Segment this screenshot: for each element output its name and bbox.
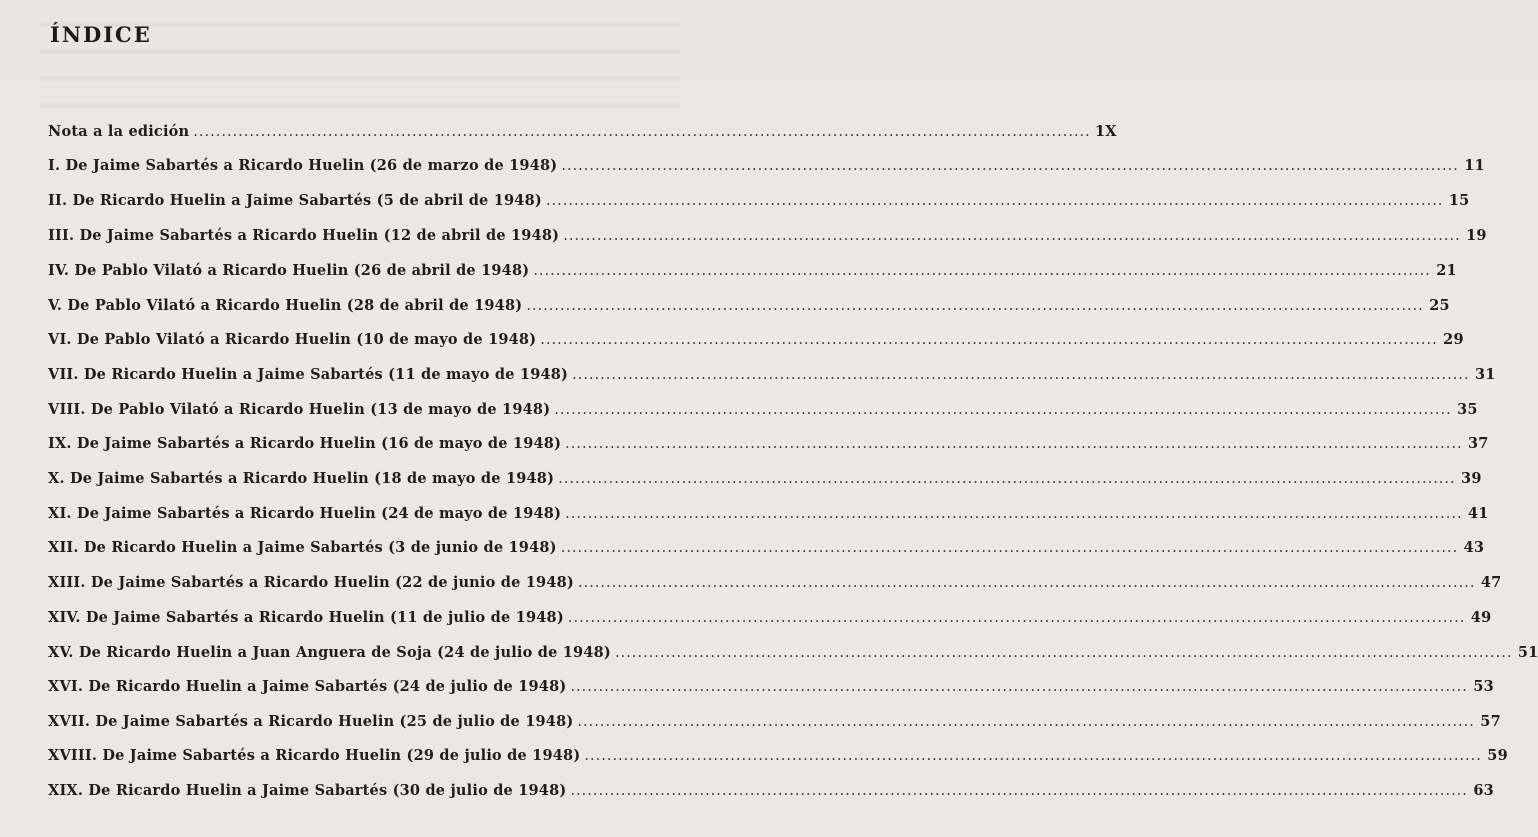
toc-entry <box>48 609 1492 633</box>
dot-leader <box>526 298 1423 314</box>
toc-entry-title: VIII. De Pablo Vilató a Ricardo Huelin (13 de mayo de 1948) <box>48 401 551 418</box>
dot-leader <box>570 679 1467 695</box>
toc-entry-page: 49 <box>1470 609 1492 626</box>
toc-entry-title: I. De Jaime Sabartés a Ricardo Huelin (26 de marzo de 1948) <box>48 157 558 174</box>
toc-entry-title: Nota a la edición <box>48 123 190 140</box>
dot-leader <box>558 471 1455 487</box>
toc-entry <box>48 747 1508 771</box>
toc-entry-title: XVI. De Ricardo Huelin a Jaime Sabartés (24 de julio de 1948) <box>48 678 567 695</box>
dot-leader <box>533 263 1430 279</box>
toc-entry-title: XIV. De Jaime Sabartés a Ricardo Huelin (11 de julio de 1948) <box>48 609 564 626</box>
page-title: ÍNDICE <box>50 22 152 47</box>
toc-entry-title: XIII. De Jaime Sabartés a Ricardo Huelin (22 de junio de 1948) <box>48 574 574 591</box>
toc-entry-title: IX. De Jaime Sabartés a Ricardo Huelin (16 de mayo de 1948) <box>48 435 562 452</box>
toc-entry-title: IV. De Pablo Vilató a Ricardo Huelin (26 de abril de 1948) <box>48 262 530 279</box>
dot-leader <box>572 367 1469 383</box>
toc-entry-page: 63 <box>1473 782 1494 799</box>
toc-entry-page: 19 <box>1466 227 1487 244</box>
toc-entry <box>48 678 1494 702</box>
toc-entry <box>48 297 1450 321</box>
toc-entry <box>48 505 1489 529</box>
toc-entry-page: 15 <box>1448 192 1470 209</box>
toc-entry-page: 59 <box>1487 747 1508 764</box>
toc-entry-page: 21 <box>1436 262 1457 279</box>
toc-entry <box>48 366 1496 390</box>
toc-entry <box>48 227 1487 251</box>
toc-entry-title: X. De Jaime Sabartés a Ricardo Huelin (18 de mayo de 1948) <box>48 470 555 487</box>
toc-entry <box>48 262 1457 286</box>
dot-leader <box>565 436 1462 452</box>
toc-entry-title: XII. De Ricardo Huelin a Jaime Sabartés (3 de junio de 1948) <box>48 539 557 556</box>
toc-entry-title: XI. De Jaime Sabartés a Ricardo Huelin (24 de mayo de 1948) <box>48 505 562 522</box>
dot-leader <box>193 124 1090 140</box>
toc-entry <box>48 574 1502 598</box>
toc-entry <box>48 192 1470 216</box>
dot-leader <box>578 575 1475 591</box>
dot-leader <box>584 748 1481 764</box>
dot-leader <box>561 540 1458 556</box>
toc-entry-title: XV. De Ricardo Huelin a Juan Anguera de Soja (24 de julio de 1948) <box>48 644 611 661</box>
toc-entry-page: 11 <box>1464 157 1485 174</box>
dot-leader <box>554 402 1451 418</box>
toc-entry-page: 51 <box>1517 644 1538 661</box>
toc-entry-page: 39 <box>1461 470 1482 487</box>
toc-entry-title: V. De Pablo Vilató a Ricardo Huelin (28 de abril de 1948) <box>48 297 523 314</box>
toc-entry <box>48 123 1117 147</box>
dot-leader <box>565 506 1462 522</box>
toc-entry-page: 35 <box>1457 401 1478 418</box>
toc-entry-page: 29 <box>1443 331 1464 348</box>
toc-entry-page: 1X <box>1095 123 1117 140</box>
toc-entry <box>48 331 1464 355</box>
toc-entry-page: 37 <box>1468 435 1489 452</box>
dot-leader <box>570 783 1467 799</box>
toc-entry-title: XVIII. De Jaime Sabartés a Ricardo Huelin (29 de julio de 1948) <box>48 747 581 764</box>
toc-entry <box>48 157 1485 181</box>
toc-entry-page: 41 <box>1468 505 1489 522</box>
dot-leader <box>563 228 1460 244</box>
dot-leader <box>568 610 1465 626</box>
toc-entry-title: XVII. De Jaime Sabartés a Ricardo Huelin (25 de julio de 1948) <box>48 713 574 730</box>
toc-entry-page: 47 <box>1480 574 1502 591</box>
toc-entry <box>48 401 1478 425</box>
toc-entry <box>48 644 1538 668</box>
toc-entry-title: II. De Ricardo Huelin a Jaime Sabartés (5 de abril de 1948) <box>48 192 542 209</box>
toc-entry-page: 53 <box>1473 678 1494 695</box>
toc-entry <box>48 435 1489 459</box>
dot-leader <box>577 714 1474 730</box>
toc-entry <box>48 470 1482 494</box>
dot-leader <box>546 193 1443 209</box>
toc-entry-title: VII. De Ricardo Huelin a Jaime Sabartés (11 de mayo de 1948) <box>48 366 569 383</box>
toc-entry-page: 31 <box>1475 366 1496 383</box>
toc-entry <box>48 713 1501 737</box>
dot-leader <box>561 158 1458 174</box>
toc-entry-title: III. De Jaime Sabartés a Ricardo Huelin (12 de abril de 1948) <box>48 227 560 244</box>
dot-leader <box>615 645 1512 661</box>
dot-leader <box>540 332 1437 348</box>
bleed-through-text <box>40 0 680 110</box>
toc-entry-page: 57 <box>1480 713 1501 730</box>
toc-entry-page: 43 <box>1463 539 1485 556</box>
toc-entry-title: XIX. De Ricardo Huelin a Jaime Sabartés (30 de julio de 1948) <box>48 782 567 799</box>
toc-entry-title: VI. De Pablo Vilató a Ricardo Huelin (10 de mayo de 1948) <box>48 331 537 348</box>
toc-entry-page: 25 <box>1429 297 1450 314</box>
toc-entry <box>48 539 1485 563</box>
toc-entry <box>48 782 1494 806</box>
